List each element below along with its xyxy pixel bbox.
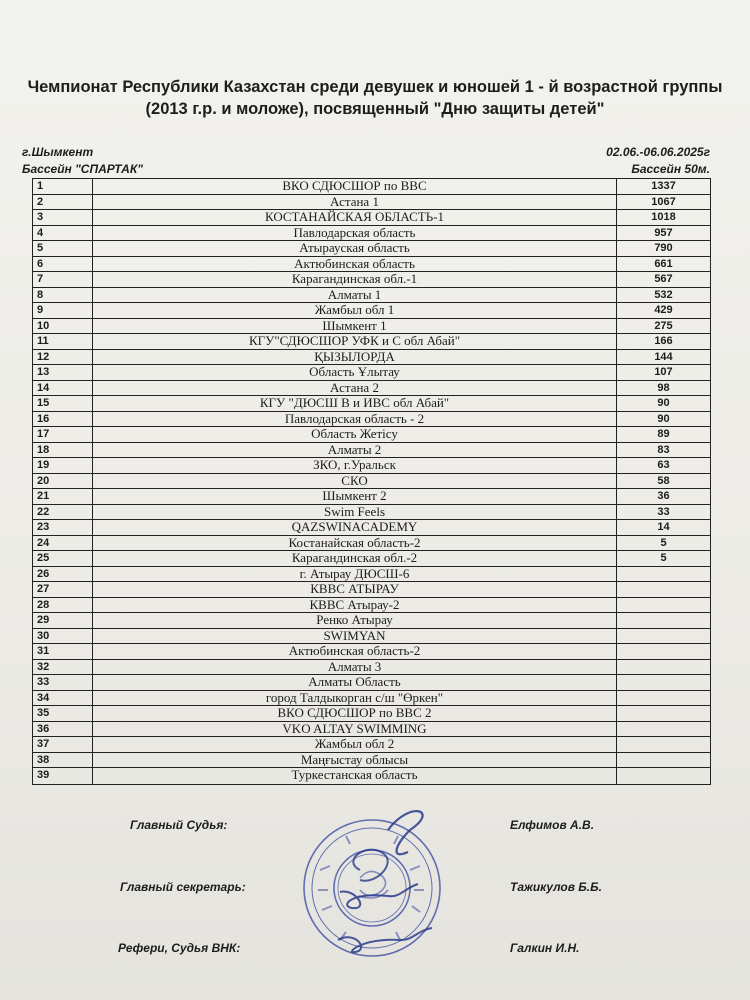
- table-row: [33, 505, 710, 521]
- team-cell: Карагандинская обл.-2: [93, 551, 617, 566]
- team-cell: Алматы 1: [93, 288, 617, 303]
- team-cell: город Талдыкорган с/ш "Өркен": [93, 691, 617, 706]
- place-cell: 30: [33, 629, 93, 644]
- team-cell: Туркестанская область: [93, 768, 617, 784]
- points-cell: 144: [654, 350, 673, 363]
- points-cell: [617, 613, 710, 628]
- table-row: [33, 722, 710, 738]
- table-row: [33, 629, 710, 645]
- table-row: [33, 598, 710, 614]
- team-cell: Павлодарская область: [93, 226, 617, 241]
- place-cell: 11: [33, 334, 93, 349]
- team-cell: КГУ "ДЮСШ В и ИВС обл Абай": [93, 396, 617, 411]
- points-cell: 532: [654, 288, 673, 301]
- team-cell: СКО: [93, 474, 617, 489]
- title-line-1: Чемпионат Республики Казахстан среди девушек и юношей 1 - й возрастной группы: [27, 78, 723, 96]
- points-cell: [617, 706, 710, 721]
- place-cell: 9: [33, 303, 93, 318]
- points-cell: [617, 582, 710, 597]
- table-row: [33, 706, 710, 722]
- points-cell: [617, 567, 710, 582]
- team-cell: VKO ALTAY SWIMMING: [93, 722, 617, 737]
- points-cell: [617, 660, 710, 675]
- place-cell: 7: [33, 272, 93, 287]
- team-cell: Алматы Область: [93, 675, 617, 690]
- points-cell: [617, 598, 710, 613]
- points-cell: 98: [657, 381, 670, 394]
- table-row: [33, 241, 710, 257]
- points-cell: 5: [660, 552, 667, 564]
- referee-name: Галкин И.Н.: [510, 941, 580, 955]
- table-row: [33, 257, 710, 273]
- points-cell: 90: [657, 397, 670, 409]
- pool-name: Бассейн "СПАРТАК": [22, 162, 143, 176]
- team-cell: Павлодарская область - 2: [93, 412, 617, 427]
- place-cell: 16: [33, 412, 93, 427]
- place-cell: 5: [33, 241, 93, 256]
- team-cell: QAZSWINACADEMY: [93, 520, 617, 535]
- team-cell: Атырауская область: [93, 241, 617, 256]
- team-cell: КВВС Атырау-2: [93, 598, 617, 613]
- points-cell: 429: [654, 304, 673, 316]
- points-cell: 166: [654, 335, 673, 347]
- points-cell: 107: [654, 366, 673, 378]
- team-cell: Жамбыл обл 2: [93, 737, 617, 752]
- team-cell: Маңғыстау облысы: [93, 753, 617, 768]
- place-cell: 28: [33, 598, 93, 613]
- team-cell: Алматы 2: [93, 443, 617, 458]
- table-row: [33, 551, 710, 567]
- place-cell: 19: [33, 458, 93, 473]
- place-cell: 18: [33, 443, 93, 458]
- team-cell: ЗКО, г.Уральск: [93, 458, 617, 473]
- points-cell: [617, 675, 710, 690]
- place-cell: 36: [33, 722, 93, 737]
- table-row: [33, 737, 710, 753]
- place-cell: 24: [33, 536, 93, 551]
- team-cell: Актюбинская область: [93, 257, 617, 272]
- place-cell: 15: [33, 396, 93, 411]
- place-cell: 10: [33, 319, 93, 334]
- points-cell: [617, 644, 710, 659]
- table-row: [33, 567, 710, 583]
- table-row: [33, 753, 710, 769]
- table-row: [33, 489, 710, 505]
- place-cell: 34: [33, 691, 93, 706]
- team-cell: Астана 2: [93, 381, 617, 396]
- table-row: [33, 675, 710, 691]
- table-row: [33, 319, 710, 335]
- table-row: [33, 396, 710, 412]
- table-row: [33, 272, 710, 288]
- chief-secretary-name: Тажикулов Б.Б.: [510, 880, 602, 894]
- points-cell: 5: [660, 536, 667, 549]
- table-row: [33, 179, 710, 195]
- table-row: [33, 412, 710, 428]
- results-table: [32, 178, 711, 785]
- place-cell: 22: [33, 505, 93, 520]
- place-cell: 14: [33, 381, 93, 396]
- place-cell: 2: [33, 195, 93, 210]
- place-cell: 20: [33, 474, 93, 489]
- pool-size: Бассейн 50м.: [631, 162, 710, 176]
- team-cell: Жамбыл обл 1: [93, 303, 617, 318]
- points-cell: 14: [657, 521, 670, 533]
- points-cell: 90: [657, 412, 670, 425]
- team-cell: Шымкент 1: [93, 319, 617, 334]
- chief-secretary-label: Главный секретарь:: [120, 880, 246, 894]
- place-cell: 37: [33, 737, 93, 752]
- table-row: [33, 582, 710, 598]
- table-row: [33, 691, 710, 707]
- team-cell: КВВС АТЫРАУ: [93, 582, 617, 597]
- place-cell: 35: [33, 706, 93, 721]
- team-cell: КГУ"СДЮСШОР УФК и С обл Абай": [93, 334, 617, 349]
- title-line-2: (2013 г.р. и моложе), посвященный "Дню защиты детей": [145, 100, 605, 118]
- place-cell: 31: [33, 644, 93, 659]
- points-cell: 36: [657, 490, 670, 502]
- team-cell: Область Жетісу: [93, 427, 617, 442]
- team-cell: Шымкент 2: [93, 489, 617, 504]
- points-cell: 1018: [651, 211, 676, 223]
- place-cell: 13: [33, 365, 93, 380]
- team-cell: Алматы 3: [93, 660, 617, 675]
- points-cell: 790: [654, 242, 673, 254]
- points-cell: 58: [657, 474, 670, 487]
- table-row: [33, 381, 710, 397]
- table-row: [33, 474, 710, 490]
- team-cell: Костанайская область-2: [93, 536, 617, 551]
- place-cell: 39: [33, 768, 93, 784]
- table-row: [33, 536, 710, 552]
- place-cell: 29: [33, 613, 93, 628]
- table-row: [33, 226, 710, 242]
- table-row: [33, 365, 710, 381]
- table-row: [33, 303, 710, 319]
- table-row: [33, 427, 710, 443]
- table-row: [33, 768, 710, 784]
- points-cell: 957: [654, 226, 673, 239]
- document-title: [20, 76, 730, 120]
- team-cell: Карагандинская обл.-1: [93, 272, 617, 287]
- place-cell: 25: [33, 551, 93, 566]
- place-cell: 17: [33, 427, 93, 442]
- place-cell: 12: [33, 350, 93, 365]
- points-cell: [617, 629, 710, 644]
- table-row: [33, 613, 710, 629]
- place-cell: 4: [33, 226, 93, 241]
- points-cell: 1067: [651, 195, 676, 208]
- team-cell: Астана 1: [93, 195, 617, 210]
- team-cell: Область Ұлытау: [93, 365, 617, 380]
- team-cell: ВКО СДЮСШОР по ВВС 2: [93, 706, 617, 721]
- city: г.Шымкент: [22, 145, 94, 159]
- points-cell: 33: [657, 505, 670, 518]
- team-cell: г. Атырау ДЮСШ-6: [93, 567, 617, 582]
- table-row: [33, 458, 710, 474]
- place-cell: 8: [33, 288, 93, 303]
- place-cell: 23: [33, 520, 93, 535]
- place-cell: 21: [33, 489, 93, 504]
- points-cell: [617, 691, 710, 706]
- table-row: [33, 288, 710, 304]
- team-cell: SWIMYAN: [93, 629, 617, 644]
- points-cell: [617, 722, 710, 737]
- team-cell: КОСТАНАЙСКАЯ ОБЛАСТЬ-1: [93, 210, 617, 225]
- place-cell: 27: [33, 582, 93, 597]
- table-row: [33, 334, 710, 350]
- points-cell: 1337: [651, 180, 676, 192]
- place-cell: 33: [33, 675, 93, 690]
- team-cell: Ренко Атырау: [93, 613, 617, 628]
- chief-judge-label: Главный Судья:: [130, 818, 228, 832]
- points-cell: 89: [657, 428, 670, 440]
- team-cell: ВКО СДЮСШОР по ВВС: [93, 179, 617, 194]
- points-cell: 63: [657, 459, 670, 471]
- table-row: [33, 520, 710, 536]
- place-cell: 6: [33, 257, 93, 272]
- points-cell: [617, 768, 710, 784]
- points-cell: 83: [657, 443, 670, 456]
- points-cell: 661: [654, 257, 673, 270]
- team-cell: Swim Feels: [93, 505, 617, 520]
- table-row: [33, 210, 710, 226]
- referee-label: Рефери, Судья ВНК:: [118, 941, 241, 955]
- place-cell: 26: [33, 567, 93, 582]
- dates: 02.06.-06.06.2025г: [606, 145, 710, 159]
- table-row: [33, 443, 710, 459]
- team-cell: Актюбинская область-2: [93, 644, 617, 659]
- chief-judge-name: Елфимов А.В.: [510, 818, 595, 832]
- official-stamp-icon: [300, 800, 450, 965]
- table-row: [33, 350, 710, 366]
- place-cell: 38: [33, 753, 93, 768]
- place-cell: 32: [33, 660, 93, 675]
- table-row: [33, 644, 710, 660]
- table-row: [33, 195, 710, 211]
- points-cell: [617, 737, 710, 752]
- place-cell: 3: [33, 210, 93, 225]
- place-cell: 1: [33, 179, 93, 194]
- team-cell: ҚЫЗЫЛОРДА: [93, 350, 617, 365]
- table-row: [33, 660, 710, 676]
- points-cell: [617, 753, 710, 768]
- points-cell: 275: [654, 319, 673, 332]
- points-cell: 567: [654, 273, 673, 285]
